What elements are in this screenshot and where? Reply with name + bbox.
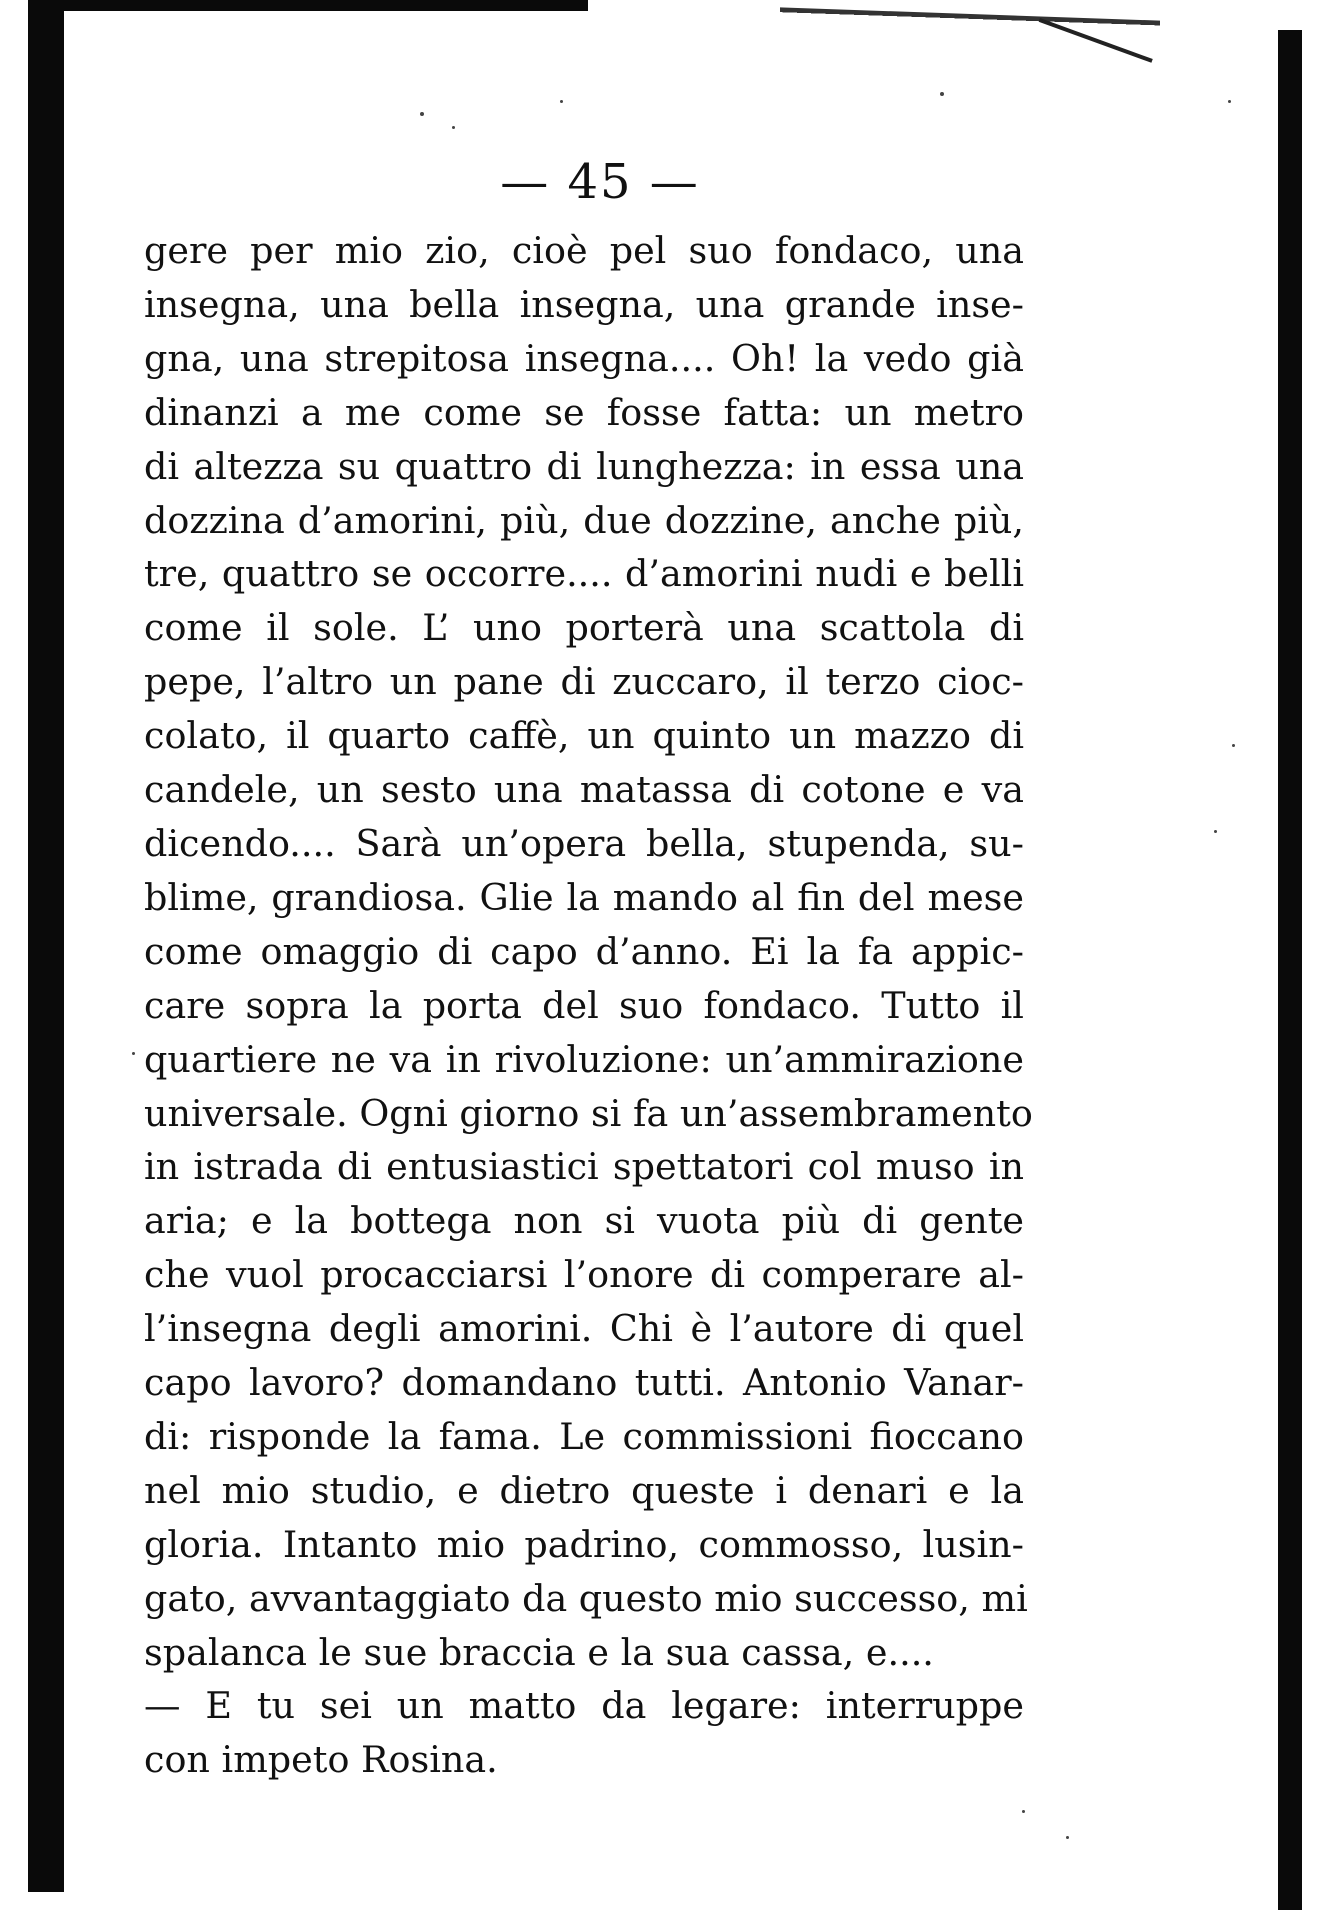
scan-speck bbox=[1232, 744, 1235, 747]
scan-speck bbox=[452, 126, 455, 129]
text-line: in istrada di entusiastici spettatori col muso in bbox=[144, 1145, 1024, 1189]
text-line: pepe, l’altro un pane di zuccaro, il terzo cioc- bbox=[144, 660, 1024, 704]
text-line: care sopra la porta del suo fondaco. Tutto il bbox=[144, 983, 1024, 1027]
scan-top-edge bbox=[28, 0, 588, 20]
text-line: colato, il quarto caffè, un quinto un mazzo di bbox=[144, 714, 1024, 758]
page-number: — 45 — bbox=[500, 154, 700, 210]
scan-top-smudge bbox=[780, 7, 1160, 36]
text-line: che vuol procacciarsi l’onore di comperare al- bbox=[144, 1253, 1024, 1297]
text-line: dicendo.... Sarà un’opera bella, stupenda, su- bbox=[144, 821, 1024, 865]
text-line: l’insegna degli amorini. Chi è l’autore di quel bbox=[144, 1307, 1024, 1351]
text-line: gloria. Intanto mio padrino, commosso, lusin- bbox=[144, 1522, 1024, 1566]
scan-speck bbox=[1022, 1810, 1025, 1813]
text-line: come il sole. L’ uno porterà una scattola di bbox=[144, 606, 1024, 650]
text-line: quartiere ne va in rivoluzione: un’ammirazione bbox=[144, 1037, 1024, 1081]
text-line: universale. Ogni giorno si fa un’assembramento bbox=[144, 1091, 1033, 1135]
text-line: candele, un sesto una matassa di cotone e va bbox=[144, 768, 1024, 812]
text-line: di: risponde la fama. Le commissioni fioccano bbox=[144, 1414, 1024, 1458]
scan-speck bbox=[1214, 830, 1217, 833]
scan-speck bbox=[560, 100, 563, 103]
text-line: dozzina d’amorini, più, due dozzine, anche più, bbox=[144, 498, 1024, 542]
text-line: dinanzi a me come se fosse fatta: un metro bbox=[144, 390, 1024, 434]
scan-speck bbox=[1066, 1836, 1069, 1839]
text-line: gato, avvantaggiato da questo mio successo, mi bbox=[144, 1576, 1028, 1620]
text-line: gna, una strepitosa insegna.... Oh! la vedo già bbox=[144, 336, 1024, 380]
scan-right-edge bbox=[1278, 30, 1302, 1910]
text-line: spalanca le sue braccia e la sua cassa, e.... bbox=[144, 1630, 934, 1674]
scan-speck bbox=[132, 1052, 135, 1055]
text-line: aria; e la bottega non si vuota più di gente bbox=[144, 1199, 1024, 1243]
text-line: tre, quattro se occorre.... d’amorini nudi e belli bbox=[144, 552, 1024, 596]
text-line: con impeto Rosina. bbox=[144, 1738, 498, 1782]
scan-speck bbox=[940, 92, 944, 96]
text-line: gere per mio zio, cioè pel suo fondaco, una bbox=[144, 229, 1024, 272]
text-line: blime, grandiosa. Glie la mando al fin del mese bbox=[144, 875, 1024, 919]
text-line: capo lavoro? domandano tutti. Antonio Vanar- bbox=[144, 1361, 1024, 1405]
scan-left-edge bbox=[28, 0, 64, 1892]
text-line: come omaggio di capo d’anno. Ei la fa appic- bbox=[144, 929, 1024, 973]
body-text bbox=[144, 224, 1033, 1787]
text-line: di altezza su quattro di lunghezza: in essa una bbox=[144, 444, 1024, 488]
text-line: — E tu sei un matto da legare: interruppe bbox=[144, 1684, 1024, 1728]
text-line: nel mio studio, e dietro queste i denari e la bbox=[144, 1468, 1024, 1512]
text-line: insegna, una bella insegna, una grande inse- bbox=[144, 282, 1024, 326]
scan-speck bbox=[420, 112, 424, 116]
scan-speck bbox=[1228, 100, 1231, 103]
